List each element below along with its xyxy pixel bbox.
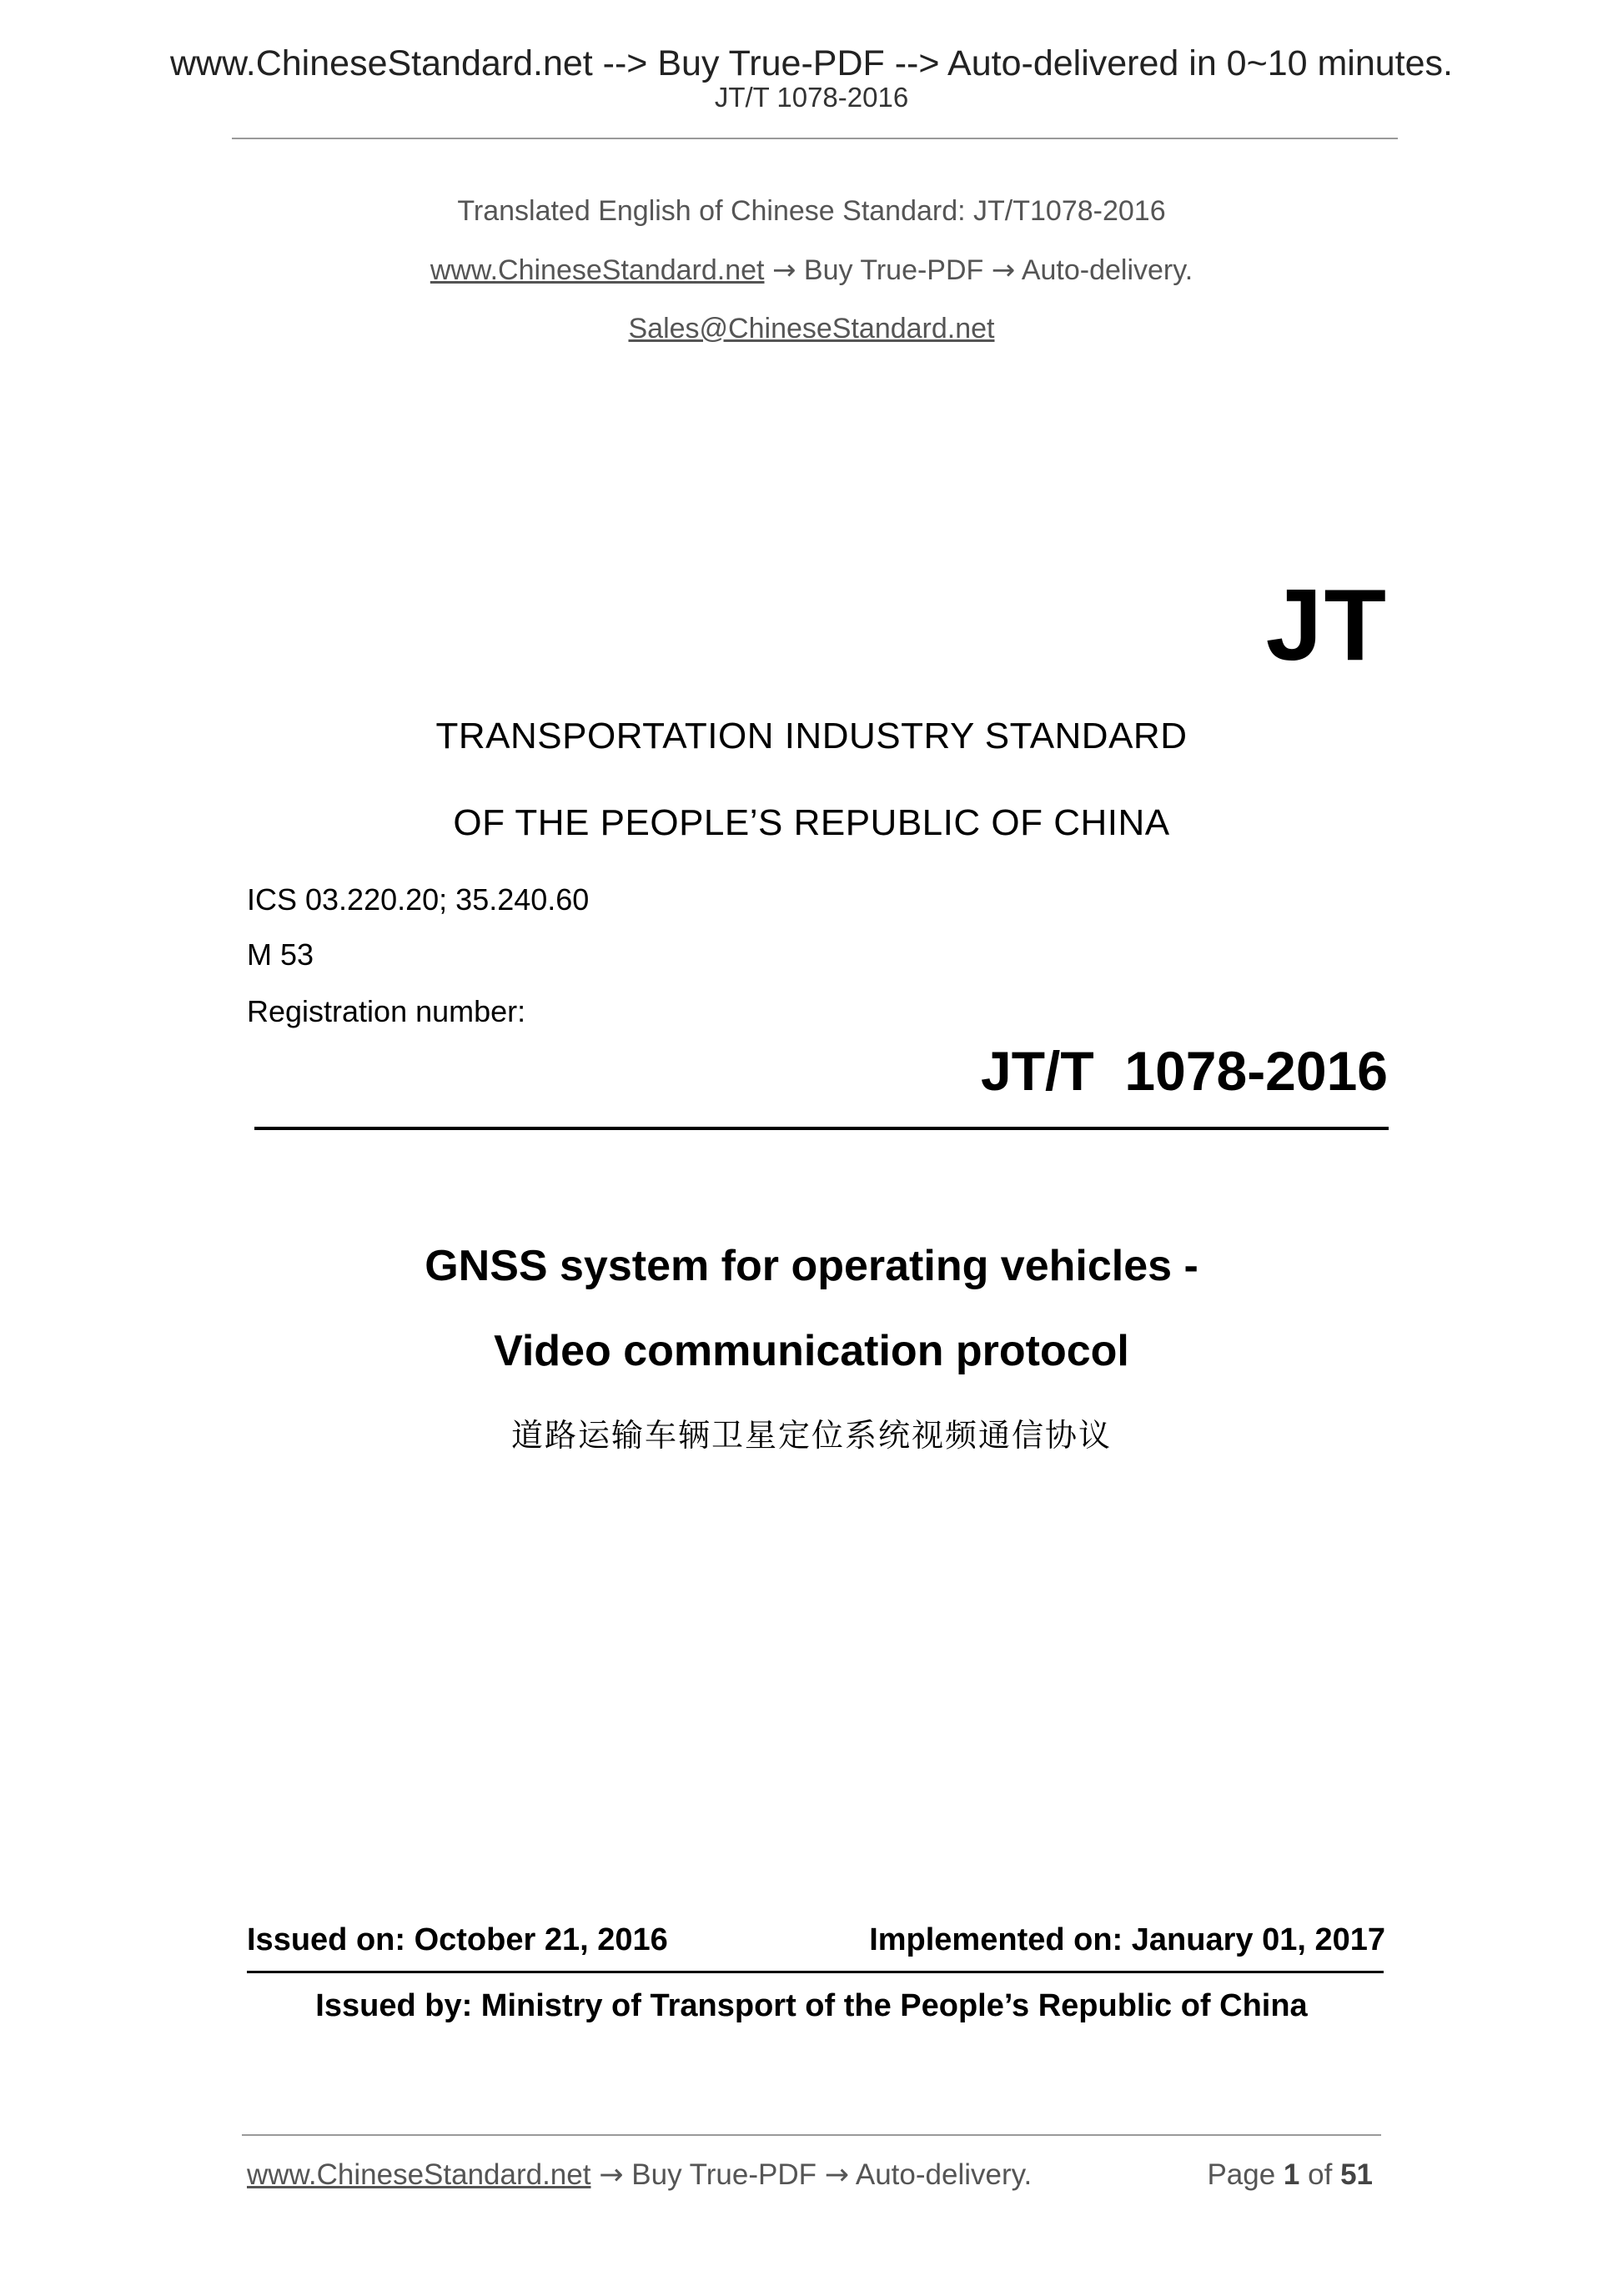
classification-code: M 53 xyxy=(247,937,314,972)
standard-mark: JT xyxy=(1265,568,1388,681)
delivery-line xyxy=(0,254,1623,287)
implemented-on-date: Implemented on: January 01, 2017 xyxy=(869,1922,1385,1957)
header-standard-code: JT/T 1078-2016 xyxy=(714,82,909,113)
site-link[interactable]: www.ChineseStandard.net xyxy=(430,254,765,286)
sales-email-link[interactable]: Sales@ChineseStandard.net xyxy=(628,313,995,344)
footer-buy-text: Buy True-PDF xyxy=(631,2158,817,2191)
footer-site-link[interactable]: www.ChineseStandard.net xyxy=(247,2158,591,2191)
title-line1: GNSS system for operating vehicles - xyxy=(425,1242,1198,1290)
sales-line xyxy=(0,313,1623,345)
arrow-right-icon: → xyxy=(824,2158,850,2192)
arrow-right-icon: → xyxy=(771,254,796,287)
header-divider xyxy=(232,138,1398,139)
standard-type-line2: OF THE PEOPLE’S REPUBLIC OF CHINA xyxy=(453,802,1170,843)
of-label: of xyxy=(1308,2158,1333,2191)
arrow-right-icon: → xyxy=(599,2158,624,2192)
issued-on-date: Issued on: October 21, 2016 xyxy=(247,1922,668,1957)
page-indicator xyxy=(1207,2158,1373,2192)
footer-divider xyxy=(242,2134,1381,2136)
ics-code: ICS 03.220.20; 35.240.60 xyxy=(247,882,590,917)
issue-divider xyxy=(247,1971,1384,1973)
registration-number-label: Registration number: xyxy=(247,994,526,1028)
document-number-rule xyxy=(254,1127,1389,1130)
issuing-authority: Issued by: Ministry of Transport of the People’s Republic of China xyxy=(315,1988,1308,2023)
page-number: 1 xyxy=(1283,2158,1300,2191)
footer-delivery-line xyxy=(247,2158,1032,2192)
translation-notice: Translated English of Chinese Standard: JT/T1078-2016 xyxy=(457,195,1166,227)
chinese-title: 道路运输车辆卫星定位系统视频通信协议 xyxy=(510,1417,1112,1454)
footer-auto-delivery-text: Auto-delivery. xyxy=(855,2158,1033,2191)
buy-true-pdf-text: Buy True-PDF xyxy=(803,254,984,286)
auto-delivery-text: Auto-delivery. xyxy=(1021,254,1193,286)
title-line2: Video communication protocol xyxy=(494,1327,1129,1375)
page-label: Page xyxy=(1207,2158,1276,2191)
arrow-right-icon: → xyxy=(991,254,1016,287)
page-total: 51 xyxy=(1340,2158,1373,2191)
top-banner: www.ChineseStandard.net --> Buy True-PDF --> Auto-delivered in 0~10 minutes. xyxy=(169,43,1453,83)
standard-type-line1: TRANSPORTATION INDUSTRY STANDARD xyxy=(435,716,1188,756)
document-number: JT/T 1078-2016 xyxy=(981,1040,1388,1102)
